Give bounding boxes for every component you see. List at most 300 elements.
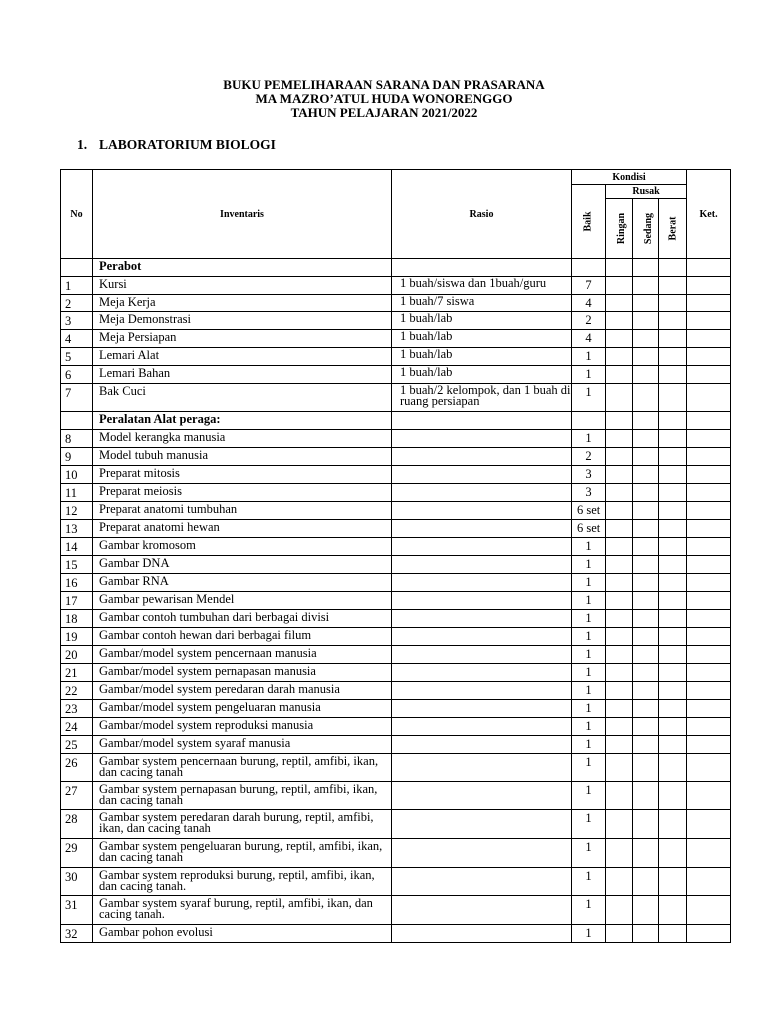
inventaris-name: Bak Cuci <box>93 384 392 412</box>
sedang-cell <box>633 295 659 312</box>
table-row <box>61 664 731 682</box>
inventaris-name: Gambar contoh tumbuhan dari berbagai divisi <box>93 610 392 628</box>
baik-value: 1 <box>572 646 606 664</box>
ringan-cell <box>606 466 633 484</box>
ket-cell <box>687 700 731 718</box>
rasio-cell <box>392 412 572 430</box>
ket-cell <box>687 718 731 736</box>
inventaris-name: Kursi <box>93 277 392 295</box>
table-row <box>61 682 731 700</box>
ket-cell <box>687 412 731 430</box>
berat-cell <box>659 592 687 610</box>
col-header-berat-cell <box>659 199 687 259</box>
table-row <box>61 502 731 520</box>
table-row <box>61 430 731 448</box>
berat-cell <box>659 610 687 628</box>
ringan-cell <box>606 277 633 295</box>
rasio-value <box>392 430 572 448</box>
row-number: 20 <box>61 646 93 664</box>
sedang-cell <box>633 868 659 896</box>
baik-value: 1 <box>572 754 606 782</box>
col-header-ringan-cell <box>606 199 633 259</box>
section-row <box>61 259 731 277</box>
ringan-cell <box>606 312 633 330</box>
title-line-1: BUKU PEMELIHARAAN SARANA DAN PRASARANA <box>223 77 545 92</box>
rasio-value <box>392 700 572 718</box>
ket-cell <box>687 628 731 646</box>
table-row <box>61 538 731 556</box>
berat-cell <box>659 295 687 312</box>
rasio-value <box>392 628 572 646</box>
berat-cell <box>659 718 687 736</box>
ringan-cell <box>606 259 633 277</box>
ket-cell <box>687 520 731 538</box>
ringan-cell <box>606 295 633 312</box>
rasio-value <box>392 718 572 736</box>
berat-cell <box>659 896 687 925</box>
ringan-cell <box>606 348 633 366</box>
col-header-inventaris: Inventaris <box>93 170 392 259</box>
rasio-value <box>392 736 572 754</box>
col-header-kondisi: Kondisi <box>572 170 687 185</box>
no-cell <box>61 412 93 430</box>
row-number: 2 <box>61 295 93 312</box>
row-number: 11 <box>61 484 93 502</box>
rasio-value <box>392 682 572 700</box>
inventaris-name: Model kerangka manusia <box>93 430 392 448</box>
ket-cell <box>687 682 731 700</box>
baik-value: 1 <box>572 868 606 896</box>
table-row <box>61 348 731 366</box>
inventaris-name: Preparat meiosis <box>93 484 392 502</box>
sedang-cell <box>633 277 659 295</box>
inventaris-name: Gambar pohon evolusi <box>93 925 392 943</box>
table-row <box>61 646 731 664</box>
col-header-no: No <box>61 170 93 259</box>
berat-cell <box>659 664 687 682</box>
row-number: 31 <box>61 896 93 925</box>
inventaris-name: Lemari Bahan <box>93 366 392 384</box>
inventaris-name: Model tubuh manusia <box>93 448 392 466</box>
table-row <box>61 754 731 782</box>
ket-cell <box>687 646 731 664</box>
section-row <box>61 412 731 430</box>
rasio-value: 1 buah/lab <box>392 348 572 366</box>
berat-cell <box>659 700 687 718</box>
ket-cell <box>687 312 731 330</box>
ringan-cell <box>606 430 633 448</box>
berat-cell <box>659 430 687 448</box>
inventaris-name: Gambar system peredaran darah burung, reptil, amfibi, ikan, dan cacing tanah <box>93 810 392 839</box>
inventory-rows <box>61 259 731 943</box>
table-row <box>61 839 731 868</box>
table-row <box>61 718 731 736</box>
ket-cell <box>687 574 731 592</box>
row-number: 24 <box>61 718 93 736</box>
row-number: 21 <box>61 664 93 682</box>
ket-cell <box>687 448 731 466</box>
table-row <box>61 810 731 839</box>
sedang-cell <box>633 754 659 782</box>
ket-cell <box>687 466 731 484</box>
inventaris-name: Gambar/model system peredaran darah manusia <box>93 682 392 700</box>
ringan-cell <box>606 592 633 610</box>
table-row <box>61 782 731 810</box>
berat-cell <box>659 448 687 466</box>
table-row <box>61 277 731 295</box>
baik-value: 1 <box>572 430 606 448</box>
baik-value: 1 <box>572 628 606 646</box>
ringan-cell <box>606 754 633 782</box>
baik-value: 1 <box>572 556 606 574</box>
row-number: 7 <box>61 384 93 412</box>
sedang-cell <box>633 412 659 430</box>
sedang-cell <box>633 646 659 664</box>
rasio-value <box>392 574 572 592</box>
sedang-cell <box>633 484 659 502</box>
berat-cell <box>659 839 687 868</box>
sedang-cell <box>633 925 659 943</box>
section-number: 1. <box>77 137 88 152</box>
col-header-rasio: Rasio <box>392 170 572 259</box>
rasio-value: 1 buah/2 kelompok, dan 1 buah di ruang persiapan <box>392 384 572 412</box>
berat-cell <box>659 366 687 384</box>
ket-cell <box>687 484 731 502</box>
sedang-cell <box>633 839 659 868</box>
rasio-value <box>392 556 572 574</box>
berat-cell <box>659 466 687 484</box>
sedang-cell <box>633 520 659 538</box>
rasio-value <box>392 538 572 556</box>
baik-value: 1 <box>572 896 606 925</box>
inventaris-name: Gambar/model system reproduksi manusia <box>93 718 392 736</box>
ringan-cell <box>606 782 633 810</box>
baik-value: 1 <box>572 384 606 412</box>
ket-cell <box>687 925 731 943</box>
baik-value: 1 <box>572 574 606 592</box>
baik-value: 3 <box>572 484 606 502</box>
ringan-cell <box>606 925 633 943</box>
rasio-value <box>392 754 572 782</box>
ringan-cell <box>606 502 633 520</box>
table-row <box>61 484 731 502</box>
section-label: Peralatan Alat peraga: <box>93 412 392 430</box>
section-label: Perabot <box>93 259 392 277</box>
table-row <box>61 330 731 348</box>
rasio-value <box>392 610 572 628</box>
sedang-cell <box>633 782 659 810</box>
rasio-value: 1 buah/lab <box>392 330 572 348</box>
baik-cell <box>572 259 606 277</box>
berat-cell <box>659 556 687 574</box>
ket-cell <box>687 348 731 366</box>
col-header-berat: Berat <box>667 216 679 241</box>
row-number: 19 <box>61 628 93 646</box>
berat-cell <box>659 412 687 430</box>
inventaris-name: Gambar/model system pencernaan manusia <box>93 646 392 664</box>
rasio-value <box>392 448 572 466</box>
sedang-cell <box>633 366 659 384</box>
sedang-cell <box>633 682 659 700</box>
ket-cell <box>687 810 731 839</box>
berat-cell <box>659 538 687 556</box>
row-number: 18 <box>61 610 93 628</box>
ringan-cell <box>606 330 633 348</box>
col-header-sedang-cell <box>633 199 659 259</box>
row-number: 9 <box>61 448 93 466</box>
row-number: 17 <box>61 592 93 610</box>
row-number: 30 <box>61 868 93 896</box>
row-number: 23 <box>61 700 93 718</box>
sedang-cell <box>633 466 659 484</box>
ket-cell <box>687 277 731 295</box>
rasio-value <box>392 484 572 502</box>
sedang-cell <box>633 556 659 574</box>
berat-cell <box>659 384 687 412</box>
berat-cell <box>659 259 687 277</box>
table-row <box>61 384 731 412</box>
table-row <box>61 628 731 646</box>
rasio-value <box>392 896 572 925</box>
row-number: 8 <box>61 430 93 448</box>
baik-value: 1 <box>572 348 606 366</box>
baik-value: 1 <box>572 718 606 736</box>
title-line-3: TAHUN PELAJARAN 2021/2022 <box>290 105 478 120</box>
ringan-cell <box>606 700 633 718</box>
table-row <box>61 520 731 538</box>
inventaris-name: Gambar/model system syaraf manusia <box>93 736 392 754</box>
ringan-cell <box>606 810 633 839</box>
ringan-cell <box>606 538 633 556</box>
baik-cell <box>572 412 606 430</box>
table-row <box>61 925 731 943</box>
col-header-baik: Baik <box>582 211 594 232</box>
berat-cell <box>659 682 687 700</box>
berat-cell <box>659 782 687 810</box>
inventaris-name: Gambar system pernapasan burung, reptil, amfibi, ikan, dan cacing tanah <box>93 782 392 810</box>
row-number: 5 <box>61 348 93 366</box>
sedang-cell <box>633 538 659 556</box>
baik-value: 1 <box>572 366 606 384</box>
section-heading <box>77 137 276 153</box>
sedang-cell <box>633 628 659 646</box>
table-row <box>61 448 731 466</box>
sedang-cell <box>633 259 659 277</box>
rasio-value: 1 buah/7 siswa <box>392 295 572 312</box>
sedang-cell <box>633 810 659 839</box>
ket-cell <box>687 330 731 348</box>
inventaris-name: Gambar system reproduksi burung, reptil, amfibi, ikan, dan cacing tanah. <box>93 868 392 896</box>
table-row <box>61 700 731 718</box>
rasio-value: 1 buah/lab <box>392 312 572 330</box>
sedang-cell <box>633 610 659 628</box>
berat-cell <box>659 574 687 592</box>
rasio-value <box>392 592 572 610</box>
berat-cell <box>659 312 687 330</box>
inventaris-name: Meja Persiapan <box>93 330 392 348</box>
sedang-cell <box>633 430 659 448</box>
row-number: 1 <box>61 277 93 295</box>
row-number: 28 <box>61 810 93 839</box>
baik-value: 2 <box>572 448 606 466</box>
document-title <box>0 78 768 120</box>
row-number: 32 <box>61 925 93 943</box>
row-number: 10 <box>61 466 93 484</box>
ket-cell <box>687 366 731 384</box>
berat-cell <box>659 330 687 348</box>
berat-cell <box>659 925 687 943</box>
baik-value: 1 <box>572 592 606 610</box>
row-number: 15 <box>61 556 93 574</box>
ringan-cell <box>606 736 633 754</box>
ket-cell <box>687 502 731 520</box>
ket-cell <box>687 664 731 682</box>
rasio-value: 1 buah/lab <box>392 366 572 384</box>
inventaris-name: Gambar contoh hewan dari berbagai filum <box>93 628 392 646</box>
ringan-cell <box>606 412 633 430</box>
row-number: 3 <box>61 312 93 330</box>
inventaris-name: Gambar/model system pernapasan manusia <box>93 664 392 682</box>
table-row <box>61 736 731 754</box>
col-header-sedang: Sedang <box>643 212 655 245</box>
berat-cell <box>659 754 687 782</box>
table-row <box>61 592 731 610</box>
rasio-value <box>392 664 572 682</box>
rasio-value <box>392 925 572 943</box>
berat-cell <box>659 810 687 839</box>
baik-value: 1 <box>572 782 606 810</box>
ringan-cell <box>606 718 633 736</box>
row-number: 6 <box>61 366 93 384</box>
table-row <box>61 466 731 484</box>
row-number: 26 <box>61 754 93 782</box>
ringan-cell <box>606 520 633 538</box>
inventory-table <box>60 169 731 943</box>
sedang-cell <box>633 664 659 682</box>
ket-cell <box>687 868 731 896</box>
inventaris-name: Gambar DNA <box>93 556 392 574</box>
rasio-value <box>392 810 572 839</box>
ket-cell <box>687 896 731 925</box>
inventaris-name: Gambar system pengeluaran burung, reptil, amfibi, ikan, dan cacing tanah <box>93 839 392 868</box>
berat-cell <box>659 502 687 520</box>
inventaris-name: Lemari Alat <box>93 348 392 366</box>
sedang-cell <box>633 312 659 330</box>
row-number: 4 <box>61 330 93 348</box>
rasio-value <box>392 868 572 896</box>
ket-cell <box>687 295 731 312</box>
baik-value: 4 <box>572 330 606 348</box>
baik-value: 1 <box>572 682 606 700</box>
ket-cell <box>687 556 731 574</box>
baik-value: 1 <box>572 538 606 556</box>
baik-value: 7 <box>572 277 606 295</box>
col-header-rusak: Rusak <box>606 185 687 199</box>
ringan-cell <box>606 628 633 646</box>
ringan-cell <box>606 682 633 700</box>
rasio-value <box>392 520 572 538</box>
baik-value: 1 <box>572 610 606 628</box>
inventaris-name: Meja Demonstrasi <box>93 312 392 330</box>
title-line-2: MA MAZRO’ATUL HUDA WONORENGGO <box>255 91 513 106</box>
ringan-cell <box>606 448 633 466</box>
row-number: 25 <box>61 736 93 754</box>
col-header-baik-cell <box>572 185 606 259</box>
baik-value: 3 <box>572 466 606 484</box>
baik-value: 1 <box>572 839 606 868</box>
row-number: 14 <box>61 538 93 556</box>
sedang-cell <box>633 330 659 348</box>
sedang-cell <box>633 700 659 718</box>
sedang-cell <box>633 718 659 736</box>
ringan-cell <box>606 556 633 574</box>
berat-cell <box>659 736 687 754</box>
row-number: 12 <box>61 502 93 520</box>
sedang-cell <box>633 592 659 610</box>
baik-value: 1 <box>572 736 606 754</box>
row-number: 13 <box>61 520 93 538</box>
table-row <box>61 295 731 312</box>
berat-cell <box>659 628 687 646</box>
sedang-cell <box>633 736 659 754</box>
baik-value: 1 <box>572 925 606 943</box>
row-number: 22 <box>61 682 93 700</box>
baik-value: 4 <box>572 295 606 312</box>
inventaris-name: Gambar RNA <box>93 574 392 592</box>
ket-cell <box>687 782 731 810</box>
ringan-cell <box>606 610 633 628</box>
table-row <box>61 868 731 896</box>
inventaris-name: Meja Kerja <box>93 295 392 312</box>
ket-cell <box>687 259 731 277</box>
inventaris-name: Preparat mitosis <box>93 466 392 484</box>
col-header-ket: Ket. <box>687 170 731 259</box>
sedang-cell <box>633 502 659 520</box>
ringan-cell <box>606 868 633 896</box>
inventaris-name: Preparat anatomi hewan <box>93 520 392 538</box>
table-row <box>61 574 731 592</box>
no-cell <box>61 259 93 277</box>
inventaris-name: Gambar/model system pengeluaran manusia <box>93 700 392 718</box>
rasio-value <box>392 466 572 484</box>
berat-cell <box>659 348 687 366</box>
ringan-cell <box>606 646 633 664</box>
ringan-cell <box>606 664 633 682</box>
inventaris-name: Gambar system pencernaan burung, reptil, amfibi, ikan, dan cacing tanah <box>93 754 392 782</box>
table-row <box>61 556 731 574</box>
berat-cell <box>659 484 687 502</box>
rasio-value <box>392 782 572 810</box>
row-number: 27 <box>61 782 93 810</box>
table-row <box>61 366 731 384</box>
baik-value: 6 set <box>572 520 606 538</box>
ket-cell <box>687 538 731 556</box>
sedang-cell <box>633 384 659 412</box>
sedang-cell <box>633 348 659 366</box>
rasio-value <box>392 646 572 664</box>
table-row <box>61 610 731 628</box>
baik-value: 1 <box>572 700 606 718</box>
baik-value: 6 set <box>572 502 606 520</box>
inventaris-name: Gambar system syaraf burung, reptil, amfibi, ikan, dan cacing tanah. <box>93 896 392 925</box>
ringan-cell <box>606 484 633 502</box>
berat-cell <box>659 646 687 664</box>
sedang-cell <box>633 448 659 466</box>
inventaris-name: Preparat anatomi tumbuhan <box>93 502 392 520</box>
section-title: LABORATORIUM BIOLOGI <box>99 137 276 152</box>
ket-cell <box>687 736 731 754</box>
baik-value: 2 <box>572 312 606 330</box>
